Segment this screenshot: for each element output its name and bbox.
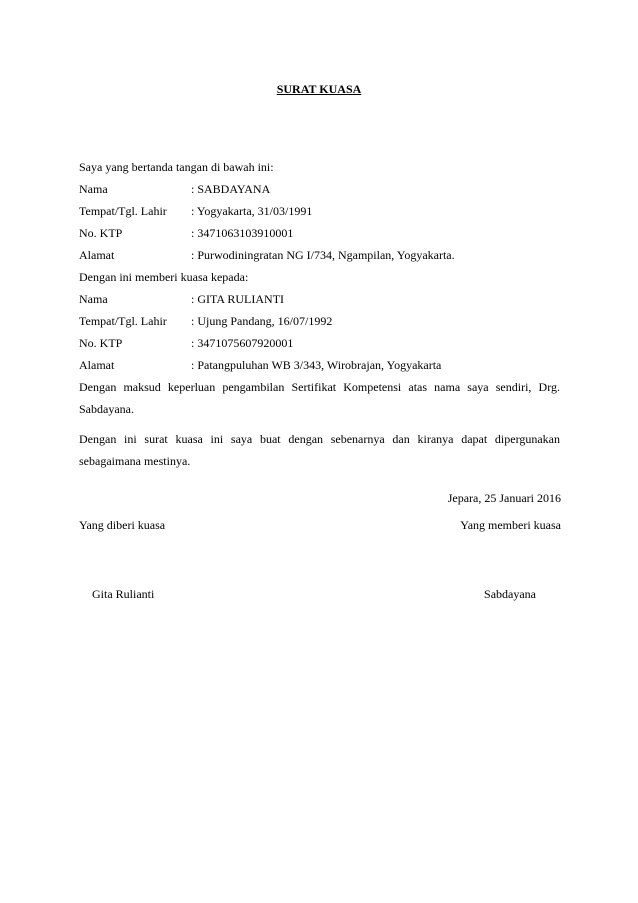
purpose-paragraph: Dengan maksud keperluan pengambilan Sertifikat Kompetensi atas nama saya sendiri, Drg. Sabdayana.: [79, 380, 560, 416]
grantee-birth-label: Tempat/Tgl. Lahir: [79, 314, 167, 328]
grantee-ktp-value: : 3471075607920001: [191, 336, 294, 350]
left-signature-caption: Yang diberi kuasa: [79, 518, 166, 532]
grantor-address-value: : Purwodiningratan NG I/734, Ngampilan, Yogyakarta.: [191, 248, 455, 262]
grantor-address-label: Alamat: [79, 248, 115, 262]
grantor-name-label: Nama: [79, 182, 108, 196]
grantee-ktp-label: No. KTP: [79, 336, 123, 350]
right-signature-name: Sabdayana: [484, 587, 536, 601]
place-date: Jepara, 25 Januari 2016: [447, 491, 561, 505]
left-signature-name: Gita Rulianti: [92, 587, 155, 601]
grant-line: Dengan ini memberi kuasa kepada:: [79, 270, 249, 284]
grantor-ktp-value: : 3471063103910001: [191, 226, 294, 240]
intro-line: Saya yang bertanda tangan di bawah ini:: [79, 160, 274, 174]
grantee-address-label: Alamat: [79, 358, 115, 372]
grantee-name-label: Nama: [79, 292, 108, 306]
grantee-address-value: : Patangpuluhan WB 3/343, Wirobrajan, Yogyakarta: [191, 358, 442, 372]
document-title: SURAT KUASA: [276, 82, 362, 96]
grantor-birth-value: : Yogyakarta, 31/03/1991: [191, 204, 313, 218]
closing-paragraph: Dengan ini surat kuasa ini saya buat dengan sebenarnya dan kiranya dapat dipergunakan sebagaimana mestinya.: [79, 432, 560, 468]
grantor-birth-label: Tempat/Tgl. Lahir: [79, 204, 167, 218]
right-signature-caption: Yang memberi kuasa: [460, 518, 561, 532]
grantee-birth-value: : Ujung Pandang, 16/07/1992: [191, 314, 333, 328]
grantor-name-value: : SABDAYANA: [191, 182, 271, 196]
grantor-ktp-label: No. KTP: [79, 226, 123, 240]
grantee-name-value: : GITA RULIANTI: [191, 292, 285, 306]
